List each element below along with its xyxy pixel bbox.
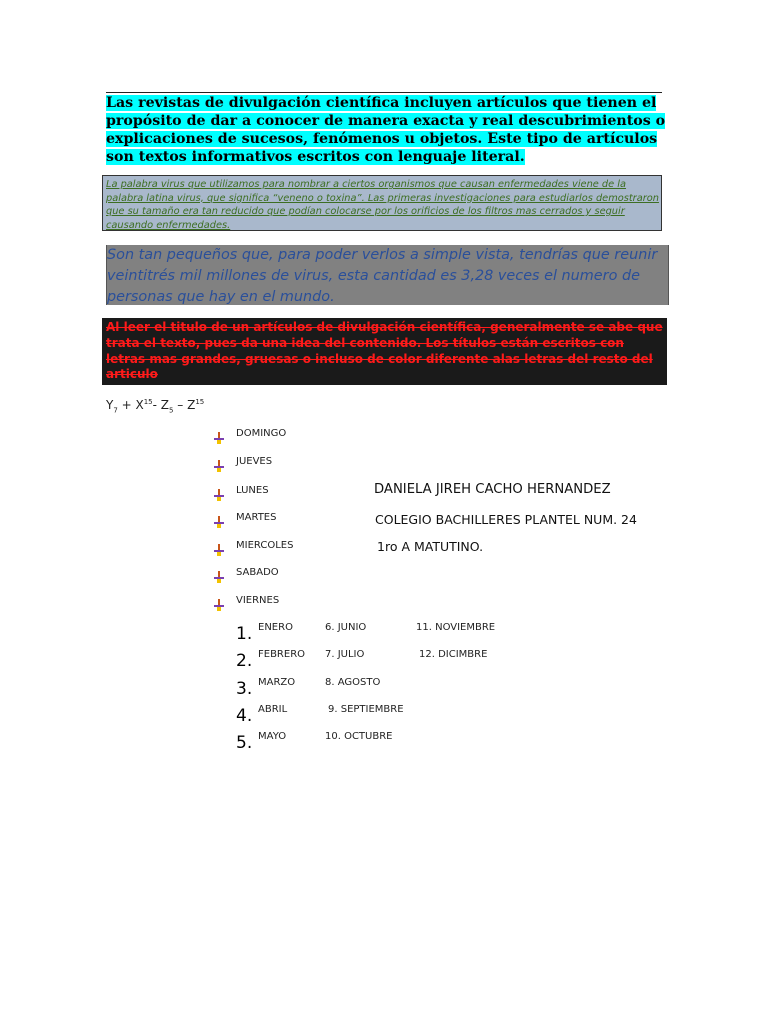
list-number: 3.: [236, 679, 253, 699]
virus-size-paragraph: Son tan pequeños que, para poder verlos a simple vista, tendrías que reunir veintitrés mil millones de virus, esta cantidad es 3,28 veces el numero de personas que hay en el mundo.: [106, 245, 669, 305]
day-label: LUNES: [236, 485, 269, 496]
formula-x-sup: 15: [143, 398, 153, 406]
intro-paragraph: [106, 94, 666, 166]
month-label: MARZO: [258, 677, 296, 688]
day-label: JUEVES: [236, 456, 273, 467]
formula-x: + X: [117, 398, 144, 412]
month-label: 10. OCTUBRE: [325, 731, 393, 742]
formula-z: - Z: [152, 398, 170, 412]
month-label: 9. SEPTIEMBRE: [328, 704, 404, 715]
list-number: 2.: [236, 651, 253, 671]
month-label: 12. DICIMBRE: [419, 649, 488, 660]
day-label: VIERNES: [236, 595, 280, 606]
cross-bullet-icon: [214, 432, 224, 444]
cross-bullet-icon: [214, 599, 224, 611]
formula: [106, 398, 204, 414]
titles-paragraph: Al leer el titulo de un artículos de divulgación científica, generalmente se abe que trata el texto, pues da una idea del contenido. Los títulos están escritos con letras mas grandes, gruesas o incluso de color diferente alas letras del resto del articulo: [102, 318, 667, 385]
group-name: 1ro A MATUTINO.: [377, 539, 484, 554]
cross-bullet-icon: [214, 544, 224, 556]
list-item-day: [214, 540, 334, 560]
list-item-day: [214, 567, 334, 587]
virus-origin-paragraph: La palabra virus que utilizamos para nombrar a ciertos organismos que causan enfermedades viene de la palabra latina virus, que significa “veneno o toxina”. Las primeras investigaciones para estudiarlos demostraron que su tamaño era tan reducido que podían colocarse por los orificios de los filtros mas cerrados y seguir causando enfermedades.: [102, 175, 662, 231]
day-label: MARTES: [236, 512, 277, 523]
top-rule: [106, 92, 662, 93]
formula-y: Y: [106, 398, 114, 412]
formula-z-sub: 5: [169, 406, 174, 415]
list-number: 1.: [236, 624, 253, 644]
month-label: 7. JULIO: [325, 649, 365, 660]
list-item-day: [214, 595, 334, 615]
day-label: MIERCOLES: [236, 540, 294, 551]
list-item-day: [214, 456, 334, 476]
formula-z2-sup: 15: [195, 398, 205, 406]
month-label: MAYO: [258, 731, 287, 742]
list-number: 5.: [236, 733, 253, 753]
list-number: 4.: [236, 706, 253, 726]
school-name: COLEGIO BACHILLERES PLANTEL NUM. 24: [375, 512, 637, 527]
list-item-day: [214, 428, 334, 448]
month-label: ENERO: [258, 622, 293, 633]
list-item-day: [214, 512, 334, 532]
cross-bullet-icon: [214, 489, 224, 501]
month-label: 8. AGOSTO: [325, 677, 381, 688]
cross-bullet-icon: [214, 460, 224, 472]
formula-z2: – Z: [173, 398, 196, 412]
list-item-day: [214, 485, 334, 505]
cross-bullet-icon: [214, 571, 224, 583]
month-label: 6. JUNIO: [325, 622, 367, 633]
intro-paragraph-text: Las revistas de divulgación científica incluyen artículos que tienen el propósito de dar a conocer de manera exacta y real descubrimientos o explicaciones de sucesos, fenómenos u objetos. Este tipo de artículos son textos informativos escritos con lenguaje literal.: [106, 95, 666, 165]
formula-y-sub: 7: [113, 406, 118, 415]
student-name: DANIELA JIREH CACHO HERNANDEZ: [374, 482, 611, 497]
month-label: ABRIL: [258, 704, 288, 715]
month-label: FEBRERO: [258, 649, 306, 660]
cross-bullet-icon: [214, 516, 224, 528]
day-label: SABADO: [236, 567, 279, 578]
month-label: 11. NOVIEMBRE: [416, 622, 496, 633]
day-label: DOMINGO: [236, 428, 287, 439]
